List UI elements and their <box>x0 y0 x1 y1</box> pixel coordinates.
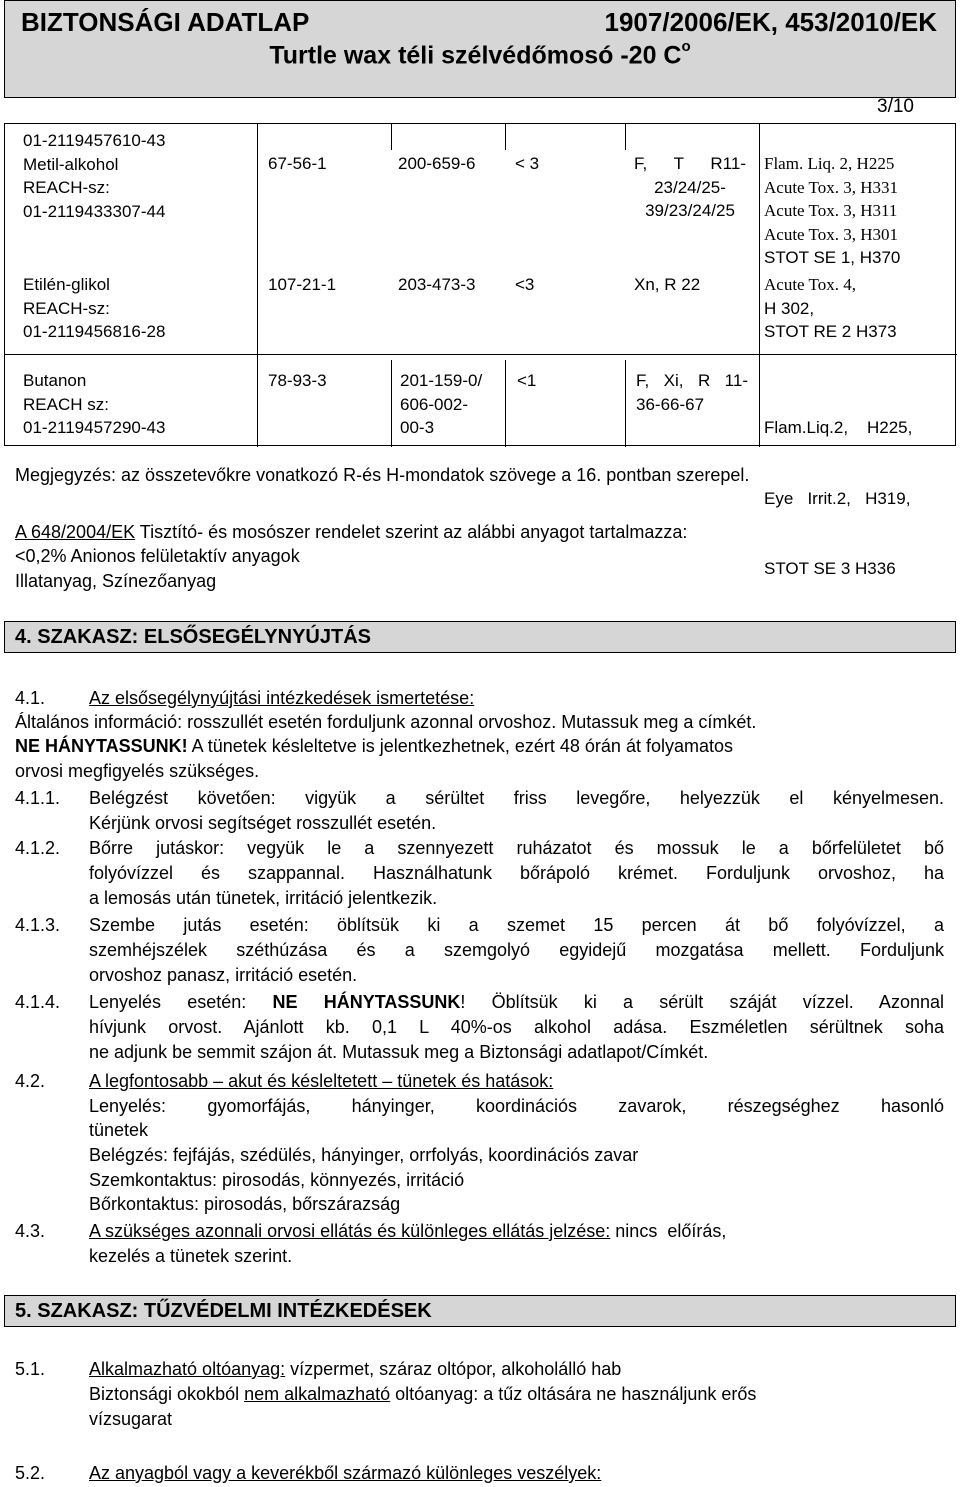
s412-line: Bőrre jutáskor: vegyük le a szennyezett ruházatot és mossuk le a bőrfelületet bő <box>89 838 944 858</box>
s41-title: Az elsősegélynyújtási intézkedések ismertetése: <box>89 688 475 708</box>
s413-line: szemhéjszélek széthúzása és a szemgolyó egyidejű mozgatása mellett. Forduljunk <box>89 940 944 960</box>
general-info-line-3: orvosi megfigyelés szükséges. <box>15 761 260 781</box>
s42-line: Lenyelés: gyomorfájás, hányinger, koordinációs zavarok, részegséghez hasonló <box>89 1096 944 1116</box>
s42-title: A legfontosabb – akut és késleltetett – tünetek és hatások: <box>89 1071 554 1091</box>
s43-line: kezelés a tünetek szerint. <box>89 1246 293 1266</box>
page-number: 3/10 <box>877 96 914 117</box>
s41-number: 4.1. <box>15 688 46 708</box>
s414-line: hívjunk orvost. Ajánlott kb. 0,1 L 40%-os alkohol adása. Eszméletlen sérültnek soha <box>89 1017 944 1037</box>
document-header <box>4 0 956 98</box>
s51-line: Biztonsági okokból nem alkalmazható oltóanyag: a tűz oltására ne használjunk erős <box>89 1384 757 1404</box>
butanone-concentration: <1 <box>517 371 537 390</box>
s412-line: folyóvízzel és szappannal. Használhatunk bőrápoló krémet. Forduljunk orvoshoz, ha <box>89 863 944 883</box>
butanone-cas: 78-93-3 <box>268 371 327 390</box>
s43-title: A szükséges azonnali orvosi ellátás és különleges ellátás jelzése: nincs előírás, <box>89 1221 727 1241</box>
methanol-identifiers: 01-2119457610-43 Metil-alkohol REACH-sz: 01-2119433307-44 <box>23 131 166 221</box>
general-info-line-1: Általános információ: rosszullét esetén forduljunk azonnal orvoshoz. Mutassuk meg a címkét. <box>15 712 757 732</box>
s42-number: 4.2. <box>15 1071 46 1091</box>
s413-line: orvoshoz panasz, irritáció esetén. <box>89 965 358 985</box>
section-5-header: 5. SZAKASZ: TŰZVÉDELMI INTÉZKEDÉSEK <box>4 1295 956 1327</box>
butanone-ec: 201-159-0/ 606-002- 00-3 <box>400 371 483 437</box>
s414-line: ne adjunk be semmit szájon át. Mutassuk meg a Biztonsági adatlapot/Címkét. <box>89 1042 709 1062</box>
glycol-ec: 203-473-3 <box>398 275 476 294</box>
s411-line: Belégzést követően: vigyük a sérültet friss levegőre, helyezzük el kényelmesen. <box>89 788 944 808</box>
s42-line: Bőrkontaktus: pirosodás, bőrszárazság <box>89 1194 401 1214</box>
s51-title: Alkalmazható oltóanyag: vízpermet, száraz oltópor, alkoholálló hab <box>89 1359 622 1379</box>
regulation-reference: 1907/2006/EK, 453/2010/EK <box>604 7 937 37</box>
glycol-identifiers: Etilén-glikol REACH-sz: 01-2119456816-28 <box>23 275 166 341</box>
s412-number: 4.1.2. <box>15 838 61 858</box>
document-title: BIZTONSÁGI ADATLAP <box>21 7 310 37</box>
s42-line: tünetek <box>89 1120 149 1140</box>
butanone-classification: F, Xi, R 11- 36-66-67 <box>636 371 748 414</box>
s51-number: 5.1. <box>15 1359 46 1379</box>
methanol-classification: F, T R11- 23/24/25- 39/23/24/25 <box>634 154 746 220</box>
product-name: Turtle wax téli szélvédőmosó -20 $C^o$ <box>269 38 691 70</box>
s412-line: a lemosás után tünetek, irritáció jelentkezik. <box>89 888 438 908</box>
s52-title: Az anyagból vagy a keverékből származó különleges veszélyek: <box>89 1463 602 1483</box>
s52-number: 5.2. <box>15 1463 46 1483</box>
butanone-identifiers: Butanon REACH sz: 01-2119457290-43 <box>23 371 166 437</box>
detergent-ingredient-1: <0,2% Anionos felületaktív anyagok <box>15 546 300 566</box>
glycol-cas: 107-21-1 <box>268 275 337 294</box>
methanol-clp: Flam. Liq. 2, H225 Acute Tox. 3, H331 Acute Tox. 3, H311 Acute Tox. 3, H301 STOT SE 1, H370 <box>764 154 901 267</box>
methanol-ec: 200-659-6 <box>398 154 476 173</box>
glycol-classification: Xn, R 22 <box>634 275 701 294</box>
section-4-header: 4. SZAKASZ: ELSŐSEGÉLYNYÚJTÁS <box>4 621 956 653</box>
butanone-clp: Flam.Liq.2, H225, Eye Irrit.2, H319, STOT SE 3 H336 <box>764 418 913 578</box>
detergent-ingredient-2: Illatanyag, Színezőanyag <box>15 571 217 591</box>
detergent-regulation: A 648/2004/EK Tisztító- és mosószer rendelet szerint az alábbi anyagot tartalmazza: <box>15 522 688 542</box>
s43-number: 4.3. <box>15 1221 46 1241</box>
composition-note: Megjegyzés: az összetevőkre vonatkozó R-és H-mondatok szövege a 16. pontban szerepel. <box>15 465 750 485</box>
glycol-clp: Acute Tox. 4, H 302, STOT RE 2 H373 <box>764 275 897 341</box>
glycol-concentration: <3 <box>515 275 535 294</box>
s413-line: Szembe jutás esetén: öblítsük ki a szemet 15 percen át bő folyóvízzel, a <box>89 915 944 935</box>
s42-line: Szemkontaktus: pirosodás, könnyezés, irritáció <box>89 1170 465 1190</box>
s51-line: vízsugarat <box>89 1409 173 1429</box>
general-info-line-2: NE HÁNYTASSUNK! A tünetek késleltetve is jelentkezhetnek, ezért 48 órán át folyamatos <box>15 736 733 756</box>
s42-line: Belégzés: fejfájás, szédülés, hányinger, orrfolyás, koordinációs zavar <box>89 1145 639 1165</box>
methanol-cas: 67-56-1 <box>268 154 327 173</box>
s413-number: 4.1.3. <box>15 915 61 935</box>
s411-line: Kérjünk orvosi segítséget rosszullét esetén. <box>89 813 437 833</box>
s411-number: 4.1.1. <box>15 788 61 808</box>
methanol-concentration: < 3 <box>515 154 540 173</box>
s414-number: 4.1.4. <box>15 992 61 1012</box>
s414-line: Lenyelés esetén: NE HÁNYTASSUNK! Öblítsük ki a sérült száját vízzel. Azonnal <box>89 992 944 1012</box>
